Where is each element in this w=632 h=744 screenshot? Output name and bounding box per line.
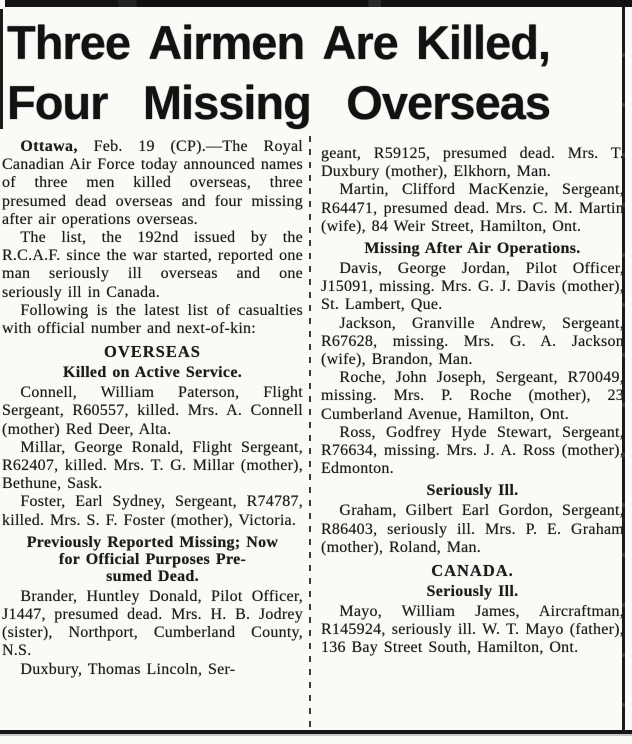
section-header-line: for Official Purposes Pre- (58, 550, 247, 568)
article-paragraph: Millar, George Ronald, Flight Sergeant, R62407, killed. Mrs. T. G. Millar (mother), Bethune, Sask. (2, 438, 303, 493)
article-paragraph: Ross, Godfrey Hyde Stewart, Sergeant, R76634, missing. Mrs. J. A. Ross (mother), Edmonton. (321, 423, 624, 478)
article-paragraph: Brander, Huntley Donald, Pilot Officer, J1447, presumed dead. Mrs. H. B. Jodrey (sister), Northport, Cumberland County, N.S. (2, 587, 303, 660)
section-header: Seriously Ill. (426, 583, 519, 601)
headline (7, 6, 550, 129)
article-paragraph: Jackson, Granville Andrew, Sergeant, R67628, missing. Mrs. G. A. Jackson (wife), Brandon, Man. (321, 314, 624, 369)
headline-word: Three (7, 16, 130, 69)
article-paragraph: Connell, William Paterson, Flight Sergeant, R60557, killed. Mrs. A. Connell (mother) Red Deer, Alta. (2, 384, 303, 438)
section-header-line: Previously Reported Missing; Now (26, 533, 279, 551)
section-header: Killed on Active Service. (62, 364, 243, 382)
section-header-line: sumed Dead. (106, 567, 199, 585)
headline-word: Are (322, 16, 398, 69)
headline-word: Airmen (148, 16, 305, 69)
headline-line2 (7, 66, 550, 129)
left-edge-rule (0, 9, 3, 129)
column-divider-rule (309, 136, 311, 730)
headline-word: Missing (142, 76, 311, 129)
article-paragraph: Duxbury, Thomas Lincoln, Ser- (20, 660, 236, 678)
article-paragraph: Following is the latest list of casualties with official number and next-of-kin: (2, 301, 303, 338)
headline-word: Killed, (415, 16, 550, 69)
article-paragraph: Graham, Gilbert Earl Gordon, Sergeant, R86403, seriously ill. Mrs. P. E. Graham (mother), Roland, Man. (321, 502, 624, 556)
bottom-edge-rule (0, 730, 632, 734)
section-header: Seriously Ill. (426, 482, 519, 500)
headline-word: Four (7, 76, 108, 129)
article-paragraph: Ottawa, Feb. 19 (CP).—The Royal Canadian Air Force today announced names of three men killed overseas, three presumed dead overseas and four missing after air operations overseas. (2, 138, 303, 228)
article-paragraph: Mayo, William James, Aircraftman, R145924, seriously ill. W. T. Mayo (father), 136 Bay Street South, Hamilton, Ont. (321, 603, 624, 657)
article-paragraph: The list, the 192nd issued by the R.C.A.F. since the war started, reported one man seriously ill overseas and one seriously ill in Canada. (2, 229, 303, 301)
article-paragraph: Davis, George Jordan, Pilot Officer, J15091, missing. Mrs. G. J. Davis (mother), St. Lambert, Que. (321, 260, 624, 314)
section-header: CANADA. (431, 561, 514, 581)
article-paragraph: Foster, Earl Sydney, Sergeant, R74787, killed. Mrs. S. F. Foster (mother), Victoria. (2, 493, 303, 529)
dateline: Ottawa, (20, 138, 78, 155)
section-header (2, 534, 303, 585)
headline-line1 (7, 6, 550, 69)
article-paragraph: geant, R59125, presumed dead. Mrs. T. Duxbury (mother), Elkhorn, Man. (321, 145, 624, 181)
column-left (2, 138, 303, 679)
section-header: OVERSEAS (104, 342, 201, 362)
article-paragraph: Martin, Clifford MacKenzie, Sergeant, R64471, presumed dead. Mrs. C. M. Martin (wife), 84 Weir Street, Hamilton, Ont. (321, 181, 624, 235)
column-right (321, 145, 624, 658)
article-paragraph: Roche, John Joseph, Sergeant, R70049, missing. Mrs. P. Roche (mother), 23 Cumberland Avenue, Hamilton, Ont. (321, 369, 624, 423)
section-header: Missing After Air Operations. (364, 240, 581, 258)
headline-word: Overseas (346, 76, 550, 129)
